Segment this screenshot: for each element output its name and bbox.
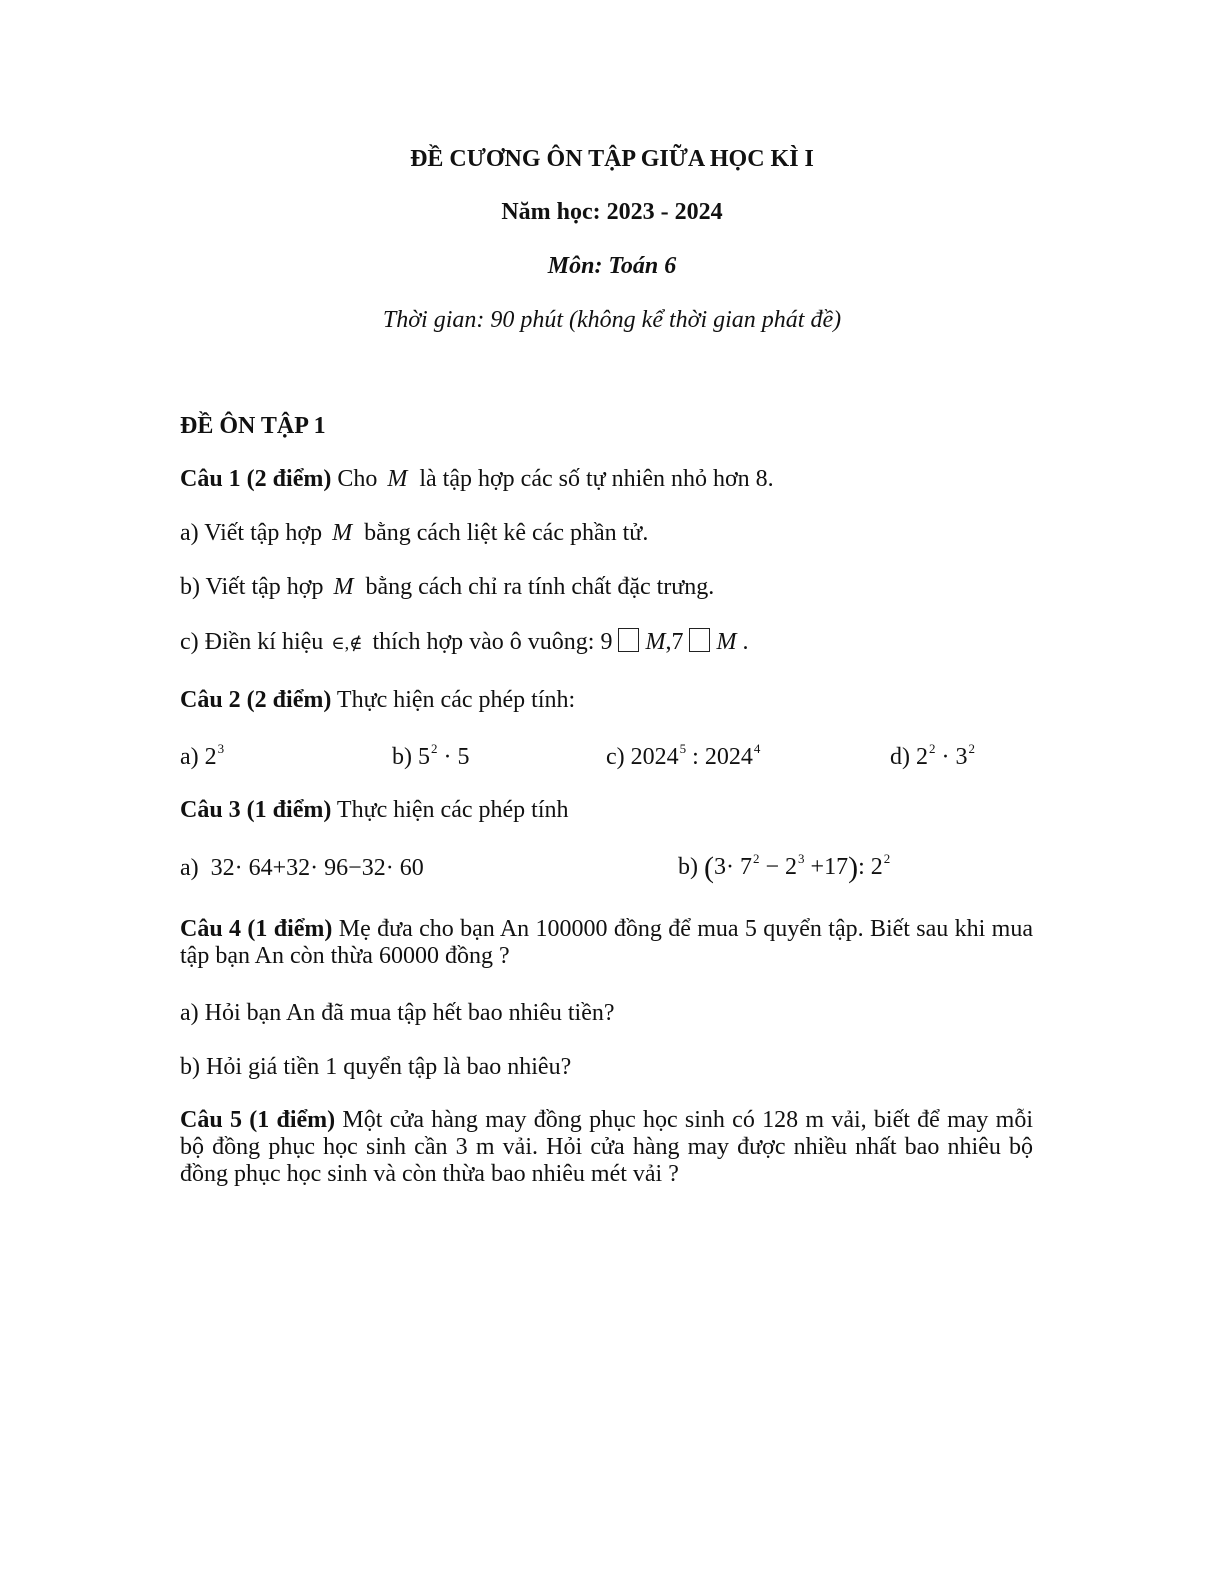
set-m: M <box>716 629 737 655</box>
set-m: M <box>332 520 353 546</box>
question-5 <box>180 1107 1033 1188</box>
question-1b <box>180 572 714 602</box>
question-2d: d) $2^2 \cdot 3^2$ <box>890 741 975 770</box>
question-3 <box>180 795 569 825</box>
question-1b-after: bằng cách chỉ ra tính chất đặc trưng. <box>365 574 715 600</box>
document-title: ĐỀ CƯƠNG ÔN TẬP GIỮA HỌC KÌ I <box>410 146 814 172</box>
school-year: Năm học: 2023 - 2024 <box>501 199 723 225</box>
set-m: M <box>387 466 408 492</box>
question-4-text: Mẹ đưa cho bạn An 100000 đồng để mua 5 quyển tập. Biết sau khi mua tập bạn An còn thừa 60000 đồng ? <box>180 916 1034 969</box>
question-1a <box>180 518 648 548</box>
item-label: a) <box>180 744 199 770</box>
question-3b: b) $(3\cdot 7^2 - 2^3 +17)$: $2^2$ <box>678 851 891 884</box>
question-5-label: Câu 5 (1 điểm) <box>180 1107 336 1133</box>
question-1-intro-before: Cho <box>337 466 378 492</box>
question-1c: c) Điền kí hiệu ∈,∉ thích hợp vào ô vuông: 9 M,7 M . <box>180 629 749 655</box>
question-1c-number: 7 <box>671 629 684 655</box>
subject: Môn: Toán 6 <box>547 253 677 279</box>
answer-box[interactable] <box>618 628 639 652</box>
item-label: c) <box>606 744 625 770</box>
question-1c-before: c) Điền kí hiệu <box>180 629 324 655</box>
membership-symbols: ∈,∉ <box>331 633 363 653</box>
question-1 <box>180 464 774 494</box>
item-label: a) <box>180 855 199 881</box>
question-1-intro-after: là tập hợp các số tự nhiên nhỏ hơn 8. <box>419 466 774 492</box>
item-label: b) <box>678 854 698 880</box>
question-5-text: Một cửa hàng may đồng phục học sinh có 128 m vải, biết để may mỗi bộ đồng phục học sinh cần 3 m vải. Hỏi cửa hàng may được nhiều nhất bao nhiêu bộ đồng phục học sinh và còn thừa bao nhiêu mét vải ? <box>180 1107 1034 1187</box>
question-3a <box>180 853 424 883</box>
answer-box[interactable] <box>689 628 710 652</box>
question-1c-middle: thích hợp vào ô vuông: 9 <box>372 629 613 655</box>
question-3-label: Câu 3 (1 điểm) <box>180 797 332 823</box>
question-1a-before: a) Viết tập hợp <box>180 520 323 546</box>
set-m: M <box>645 629 666 655</box>
question-2 <box>180 685 575 715</box>
question-2c: c) 2024$^5$ : 2024$^4$ <box>606 741 761 770</box>
item-label: d) <box>890 744 910 770</box>
question-1-label: Câu 1 (2 điểm) <box>180 466 332 492</box>
question-2-label: Câu 2 (2 điểm) <box>180 687 332 713</box>
question-3a-expression: 32· 64+32· 96−32· 60 <box>210 855 424 881</box>
item-label: b) <box>392 744 412 770</box>
question-2a: a) $2^3$ <box>180 741 225 770</box>
question-1b-before: b) Viết tập hợp <box>180 574 324 600</box>
question-1a-after: bằng cách liệt kê các phần tử. <box>364 520 649 546</box>
question-4b: b) Hỏi giá tiền 1 quyển tập là bao nhiêu? <box>180 1054 572 1080</box>
question-4-label: Câu 4 (1 điểm) <box>180 916 333 942</box>
question-3-text: Thực hiện các phép tính <box>336 797 569 823</box>
exam-time: Thời gian: 90 phút (không kể thời gian phát đề) <box>382 307 842 333</box>
question-4a: a) Hỏi bạn An đã mua tập hết bao nhiêu tiền? <box>180 1000 615 1026</box>
question-2-text: Thực hiện các phép tính: <box>336 687 576 713</box>
set-m: M <box>333 574 354 600</box>
question-2b: b) $5^2 \cdot 5$ <box>392 741 470 770</box>
section-title: ĐỀ ÔN TẬP 1 <box>180 413 326 439</box>
question-4 <box>180 916 1033 970</box>
